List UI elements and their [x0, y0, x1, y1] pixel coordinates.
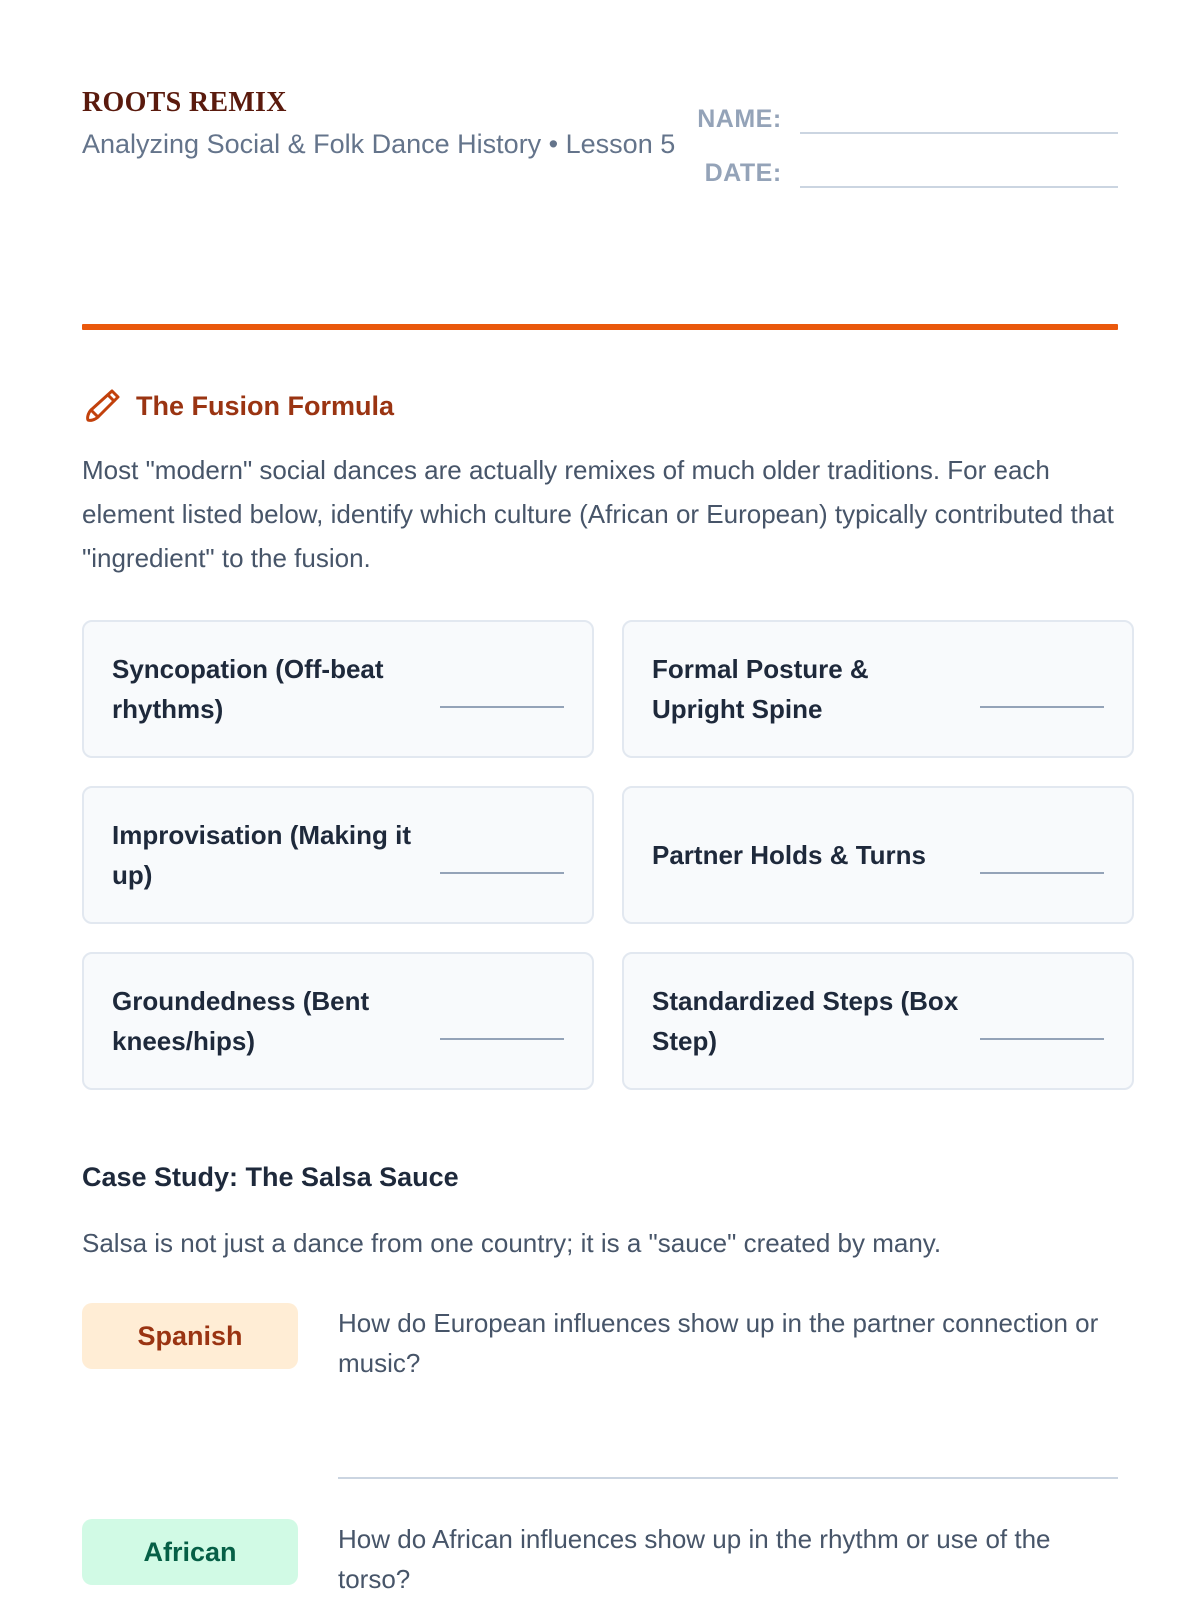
- element-label: Improvisation (Making it up): [112, 820, 412, 890]
- section-title: The Fusion Formula: [136, 390, 395, 421]
- case-study-title: Case Study: The Salsa Sauce: [82, 1162, 459, 1192]
- element-answer-line[interactable]: [980, 1038, 1104, 1040]
- name-field[interactable]: [800, 104, 1118, 134]
- element-answer-line[interactable]: [980, 872, 1104, 874]
- element-label: Groundedness (Bent knees/hips): [112, 986, 370, 1056]
- question-row-spanish: [82, 1303, 1118, 1479]
- element-answer-line[interactable]: [440, 1038, 564, 1040]
- element-card: [82, 786, 594, 924]
- answer-line[interactable]: [338, 1477, 1118, 1479]
- case-study-description: Salsa is not just a dance from one country; it is a "sauce" created by many.: [82, 1228, 942, 1258]
- element-card: [622, 952, 1134, 1090]
- brush-icon: [82, 386, 122, 426]
- student-fields: [690, 82, 1118, 194]
- element-card: [622, 620, 1134, 758]
- element-card: [82, 952, 594, 1090]
- question-body: [338, 1303, 1118, 1479]
- worksheet-subtitle: Analyzing Social & Folk Dance History • Lesson 5: [82, 129, 676, 159]
- element-answer-line[interactable]: [440, 872, 564, 874]
- question-body: [338, 1519, 1118, 1599]
- element-label: Standardized Steps (Box Step): [652, 986, 959, 1056]
- element-answer-line[interactable]: [440, 706, 564, 708]
- element-label: Partner Holds & Turns: [652, 840, 927, 870]
- question-text: How do African influences show up in the rhythm or use of the torso?: [338, 1524, 1051, 1594]
- question-text: How do European influences show up in the partner connection or music?: [338, 1308, 1099, 1378]
- section-heading: [82, 384, 1118, 428]
- brand-block: [82, 82, 690, 164]
- element-card: [82, 620, 594, 758]
- element-card: [622, 786, 1134, 924]
- worksheet-header: [82, 82, 1118, 242]
- element-grid: [82, 620, 1118, 1090]
- name-field-row: [690, 86, 1118, 140]
- section-intro: Most "modern" social dances are actually remixes of much older traditions. For each element listed below, identify which culture (African or European) typically contributed that "ingredient" to the fusion.: [82, 455, 1114, 573]
- african-badge: African: [82, 1519, 298, 1585]
- element-label: Syncopation (Off-beat rhythms): [112, 654, 384, 724]
- name-label: NAME:: [697, 105, 782, 133]
- question-row-african: [82, 1519, 1118, 1599]
- date-field-row: [690, 140, 1118, 194]
- worksheet-title: ROOTS REMIX: [82, 87, 287, 118]
- date-field[interactable]: [800, 158, 1118, 188]
- header-divider: [82, 324, 1118, 330]
- element-label: Formal Posture & Upright Spine: [652, 654, 869, 724]
- element-answer-line[interactable]: [980, 706, 1104, 708]
- spanish-badge: Spanish: [82, 1303, 298, 1369]
- date-label: DATE:: [704, 159, 782, 187]
